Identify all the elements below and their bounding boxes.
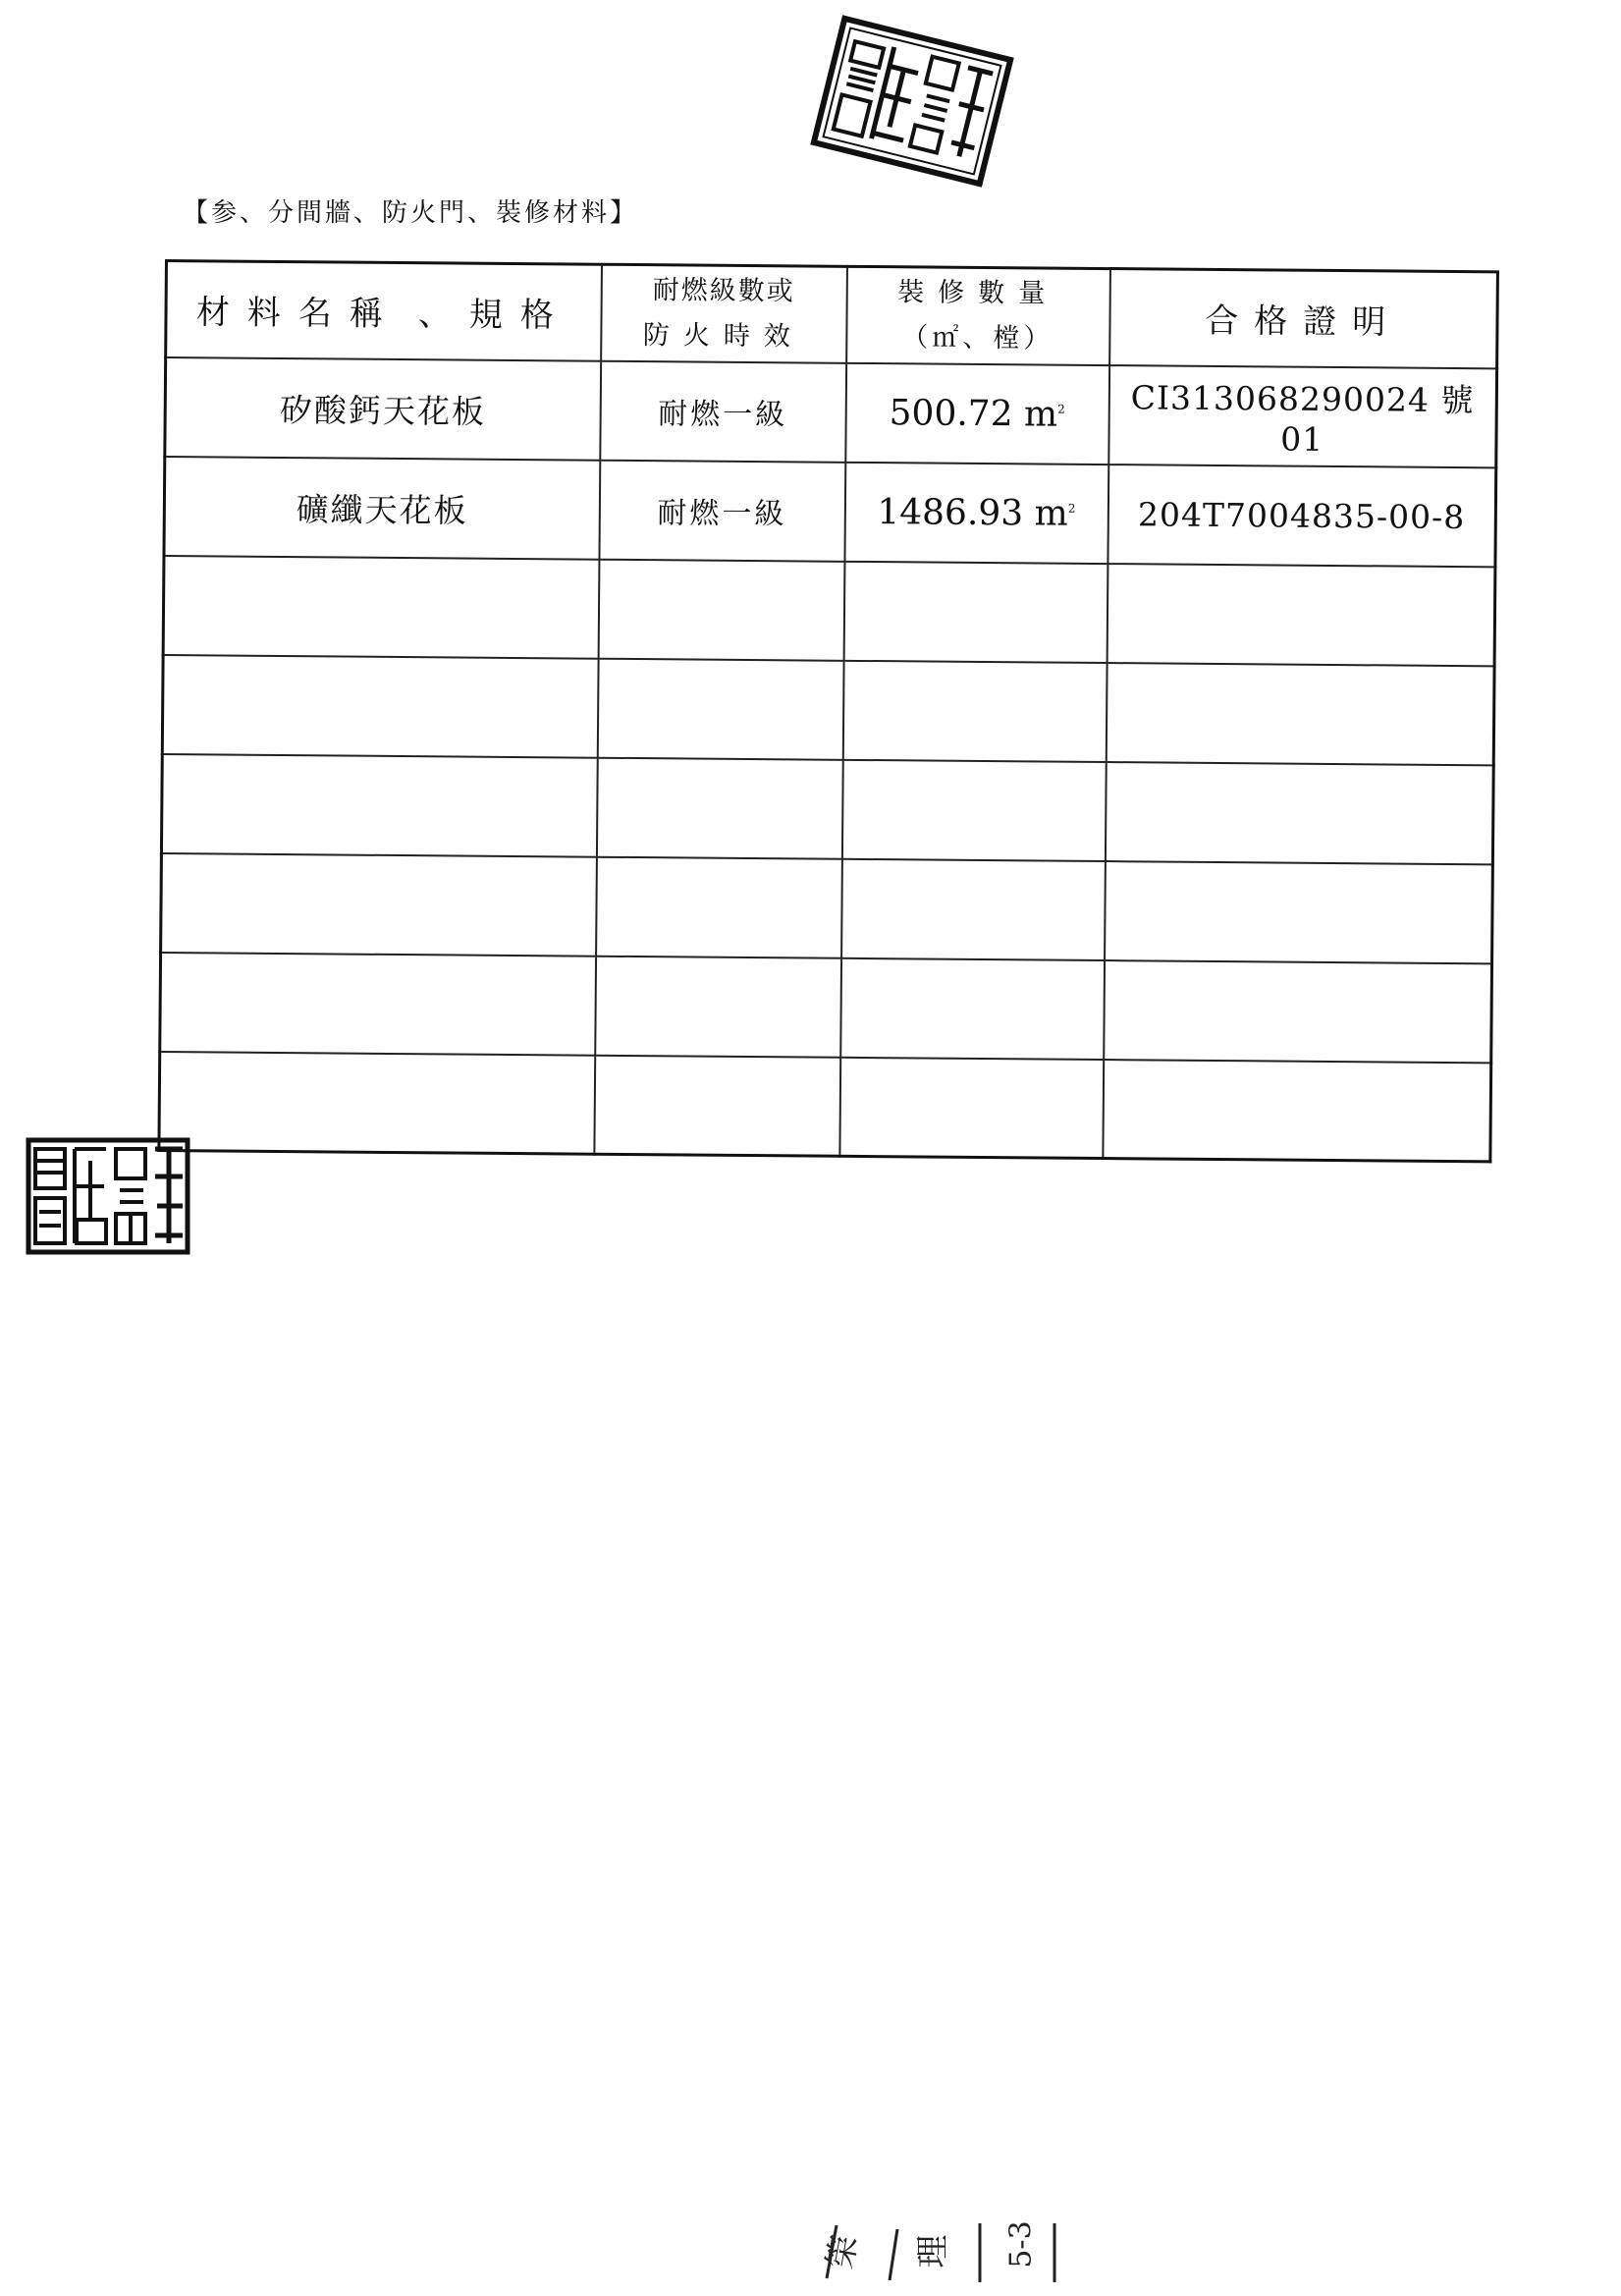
quantity-value: 1486.93 [877,491,1024,533]
cell-quantity [844,462,1108,563]
cell-fire-rating: 耐燃一級 [599,460,845,561]
cell-certificate: 204T7004835-00-8 [1108,465,1496,567]
footer-mark-3: 5-3 [1003,2220,1039,2269]
unit-base: m [1023,393,1058,435]
table-row [162,654,1494,764]
cell-fire-rating [596,856,842,957]
cell-fire-rating [596,757,842,858]
footer-bracket-lines [823,2219,1068,2288]
cell-certificate [1106,663,1494,765]
cell-certificate [1104,960,1492,1063]
table-row [164,457,1496,567]
table-header-row [166,261,1498,368]
cell-quantity [842,660,1107,761]
header-material-name [166,261,602,361]
unit-sup: 2 [1057,402,1065,416]
cell-fire-rating [598,559,844,660]
footer-marks [820,2219,1068,2288]
section-title: 【参、分間牆、防火門、裝修材料】 [183,198,639,228]
cell-certificate [1105,762,1493,864]
header-name-sep: 、 [417,295,452,335]
cell-quantity [843,561,1108,662]
materials-table-wrapper [157,259,1496,1160]
footer-mark-1: 筞 [820,2231,866,2272]
unit-base: m [1034,492,1068,534]
header-quantity [846,266,1110,364]
quantity-unit [1034,493,1075,533]
cell-material-name [161,852,597,956]
cell-fire-rating [597,658,843,759]
cell-certificate: CI313068290024 號 01 [1108,365,1497,467]
cell-quantity [845,362,1109,464]
table-row [165,357,1497,467]
table-row [163,556,1495,666]
cell-quantity [840,957,1105,1059]
quantity-value: 500.72 [889,392,1013,434]
cell-certificate [1103,1060,1491,1162]
cell-quantity [841,759,1106,860]
materials-table [157,259,1499,1163]
cell-certificate [1105,861,1493,963]
cell-fire-rating [595,956,841,1057]
header-name-text: 材料名稱 [195,293,401,335]
table-row [159,1051,1491,1161]
table-row [161,852,1493,962]
cell-material-name [159,1051,595,1154]
cell-quantity [839,1057,1104,1158]
table-row [160,952,1492,1062]
header-qty-line1: 裝修數量 [897,277,1059,309]
unit-sup: 2 [1067,501,1076,516]
header-fire-rating [601,264,847,362]
cell-material-name [162,654,598,757]
official-seal-left [26,1137,190,1255]
header-certificate: 合格證明 [1109,269,1498,368]
table-row [161,753,1493,863]
cell-material-name [160,952,596,1055]
cell-material-name: 礦纖天花板 [164,457,600,560]
cell-fire-rating: 耐燃一級 [600,360,846,462]
header-rating-line1: 耐燃級數或 [652,274,795,307]
cell-material-name [161,753,597,856]
cell-certificate [1107,564,1495,666]
cell-material-name: 矽酸鈣天花板 [165,357,601,461]
quantity-unit [1024,394,1065,434]
footer-mark-2: 理 [913,2234,953,2269]
cell-fire-rating [594,1055,840,1156]
header-qty-line2: （㎡、樘） [901,322,1054,355]
cell-material-name [163,556,599,659]
header-spec-text: 規格 [468,295,571,336]
official-seal-top [809,14,1015,189]
header-rating-line2: 防火時效 [642,319,804,353]
cell-quantity [841,858,1106,959]
